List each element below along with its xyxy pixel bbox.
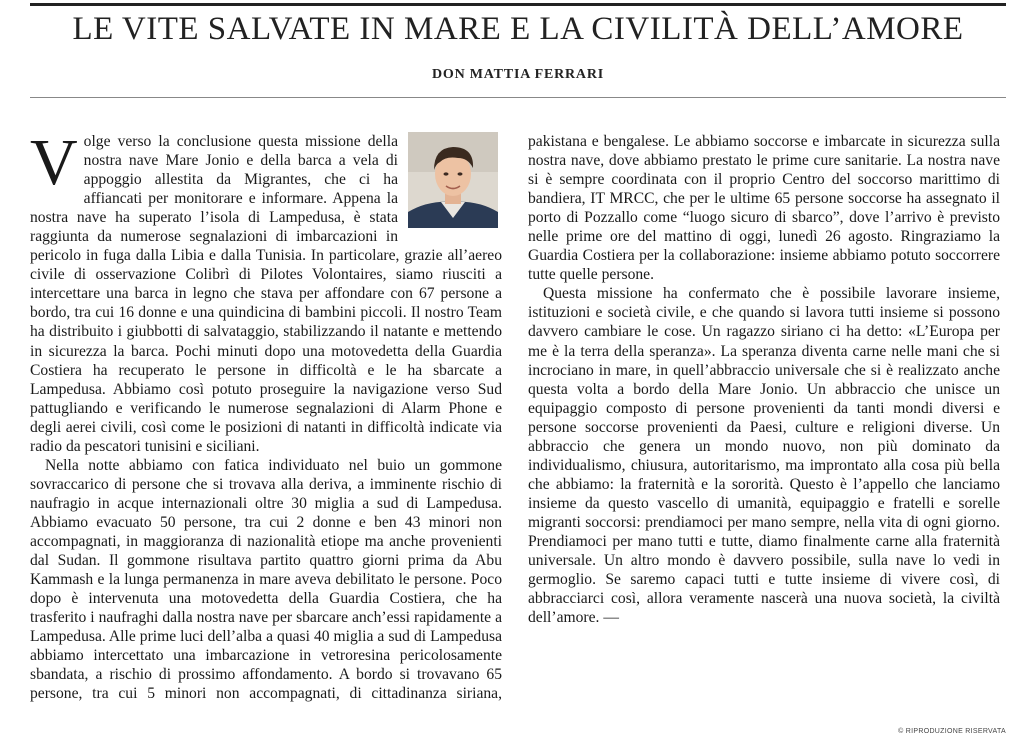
drop-cap: V: [30, 126, 78, 199]
byline: DON MATTIA FERRARI: [431, 67, 605, 82]
paragraph-2: Nella notte abbiamo con fatica individuato nel buio un gommone sovraccarico di persone che si trovava alla deriva, a imminente rischio di naufragio in acque internazionali oltre 30 miglia a sud di Lampedusa. Abbiamo evacuato 50 persone, tra cui 2 donne e ben 43 minori non accompagnati, in maggioranza di nazionalità etiope ma anche provenienti dal Sudan. Il gommone risultava partito quattro giorni prima da Abu Kammash e la lunga permanenza in mare aveva debilitato le persone. Poco dopo è intervenuta una motovedetta della Guardia Costiera, che ha trasferito i naufraghi dalla nostra nave per sbarcare anch’essi rapidamente a Lampedusa. Alle prime luci dell’alba a quasi 40 miglia a sud di Lampedusa abbiamo intercettato una imbarcazione in vetroresina pericolosamente sbandata, a rischio di prossimo affondamento. A bordo si trovavano 65 persone, tra cui 5 minori non accompagnati, di cittadinanza siriana, pakistana e bengalese. Le abbiamo soccorse e imbarcate in sicurezza sulla nostra nave, dove abbiamo prestato le prime cure sanitarie. La nostra nave si è sempre coordinata con il proprio Centro del soccorso marittimo di bandiera, IT MRCC, che per le ultime 65 persone soccorse ha assegnato il porto di Pozzallo come “luogo sicuro di sbarco”, dove l’arrivo è previsto nelle prime ore del mattino di oggi, lunedì 26 agosto. Ringraziamo la Guardia Costiera per la collaborazione: insieme abbiamo potuto soccorrere tutte quelle persone.: [30, 133, 1000, 703]
headline: LE VITE SALVATE IN MARE E LA CIVILITÀ DELL’AMORE: [72, 11, 964, 47]
paragraph-3: Questa missione ha confermato che è possibile lavorare insieme, istituzioni e società civile, e che quando si lavora tutti insieme si possono davvero cambiare le cose. Un ragazzo siriano ci ha detto: «L’Europa per me è la terra della speranza». La speranza diventa carne nelle mani che si incrociano in mare, in quell’abbraccio universale che si è realizzato anche questa volta a bordo della Mare Jonio. Un abbraccio che unisce un equipaggio composto di persone provenienti da tanti mondi diversi e persone soccorse provenienti da Paesi, culture e religioni diverse. Un abbraccio che genera un mondo nuovo, non più dominato da individualismo, chiusura, autoritarismo, ma improntato alla cosa più bella che abbiamo: la fraternità e la sororità. Questo è l’appello che lanciamo insieme da questo vascello di umanità, equipaggio e fratelli e sorelle migranti soccorsi: prendiamoci per mano sempre, nella vita di ogni giorno. Prendiamoci per mano tutti e tutte, diamo finalmente carne alla fraternità universale. Un altro mondo è davvero possibile, sulla nave lo vedi in germoglio. Se saremo capaci tutti e tutte insieme di vivere così, di abbracciarci così, allora veramente nascerà una nuova società, la civiltà dell’amore. —: [528, 285, 1000, 627]
paragraph-1: [30, 126, 502, 456]
copyright-notice: © RIPRODUZIONE RISERVATA: [898, 728, 1006, 735]
paragraph-1-text: olge verso la conclusione questa missione della nostra nave Mare Jonio e della barca a vela di appoggio allestita da Migrantes, che ci ha affiancati per monitorare e informare. Appena la nostra nave ha superato l’isola di Lampedusa, è stata raggiunta da numerose segnalazioni di imbarcazioni in pericolo in fuga dalla Libia e dalla Tunisia. In particolare, grazie all’aereo civile di osservazione Colibrì di Pilotes Volontaires, siamo riusciti a intercettare una barca in legno che stava per affondare con 67 persone a bordo, tra cui 16 donne e una quindicina di bambini piccoli. Il nostro Team ha distribuito i giubbotti di salvataggio, stabilizzando il natante e mettendo in sicurezza la barca. Pochi minuti dopo una motovedetta della Guardia Costiera ha recuperato le persone in difficoltà e le ha sbarcate a Lampedusa. Abbiamo così potuto proseguire la navigazione verso Sud pattugliando e verificando le numerose segnalazioni di Alarm Phone e degli aerei civili, così come le posizioni di natanti in difficoltà indicate via radio da pescatori tunisini e siciliani.: [30, 133, 502, 455]
separator-rule: [30, 97, 1006, 98]
top-rule: [30, 3, 1006, 6]
article-body: [30, 126, 1000, 722]
author-portrait: [408, 132, 498, 228]
